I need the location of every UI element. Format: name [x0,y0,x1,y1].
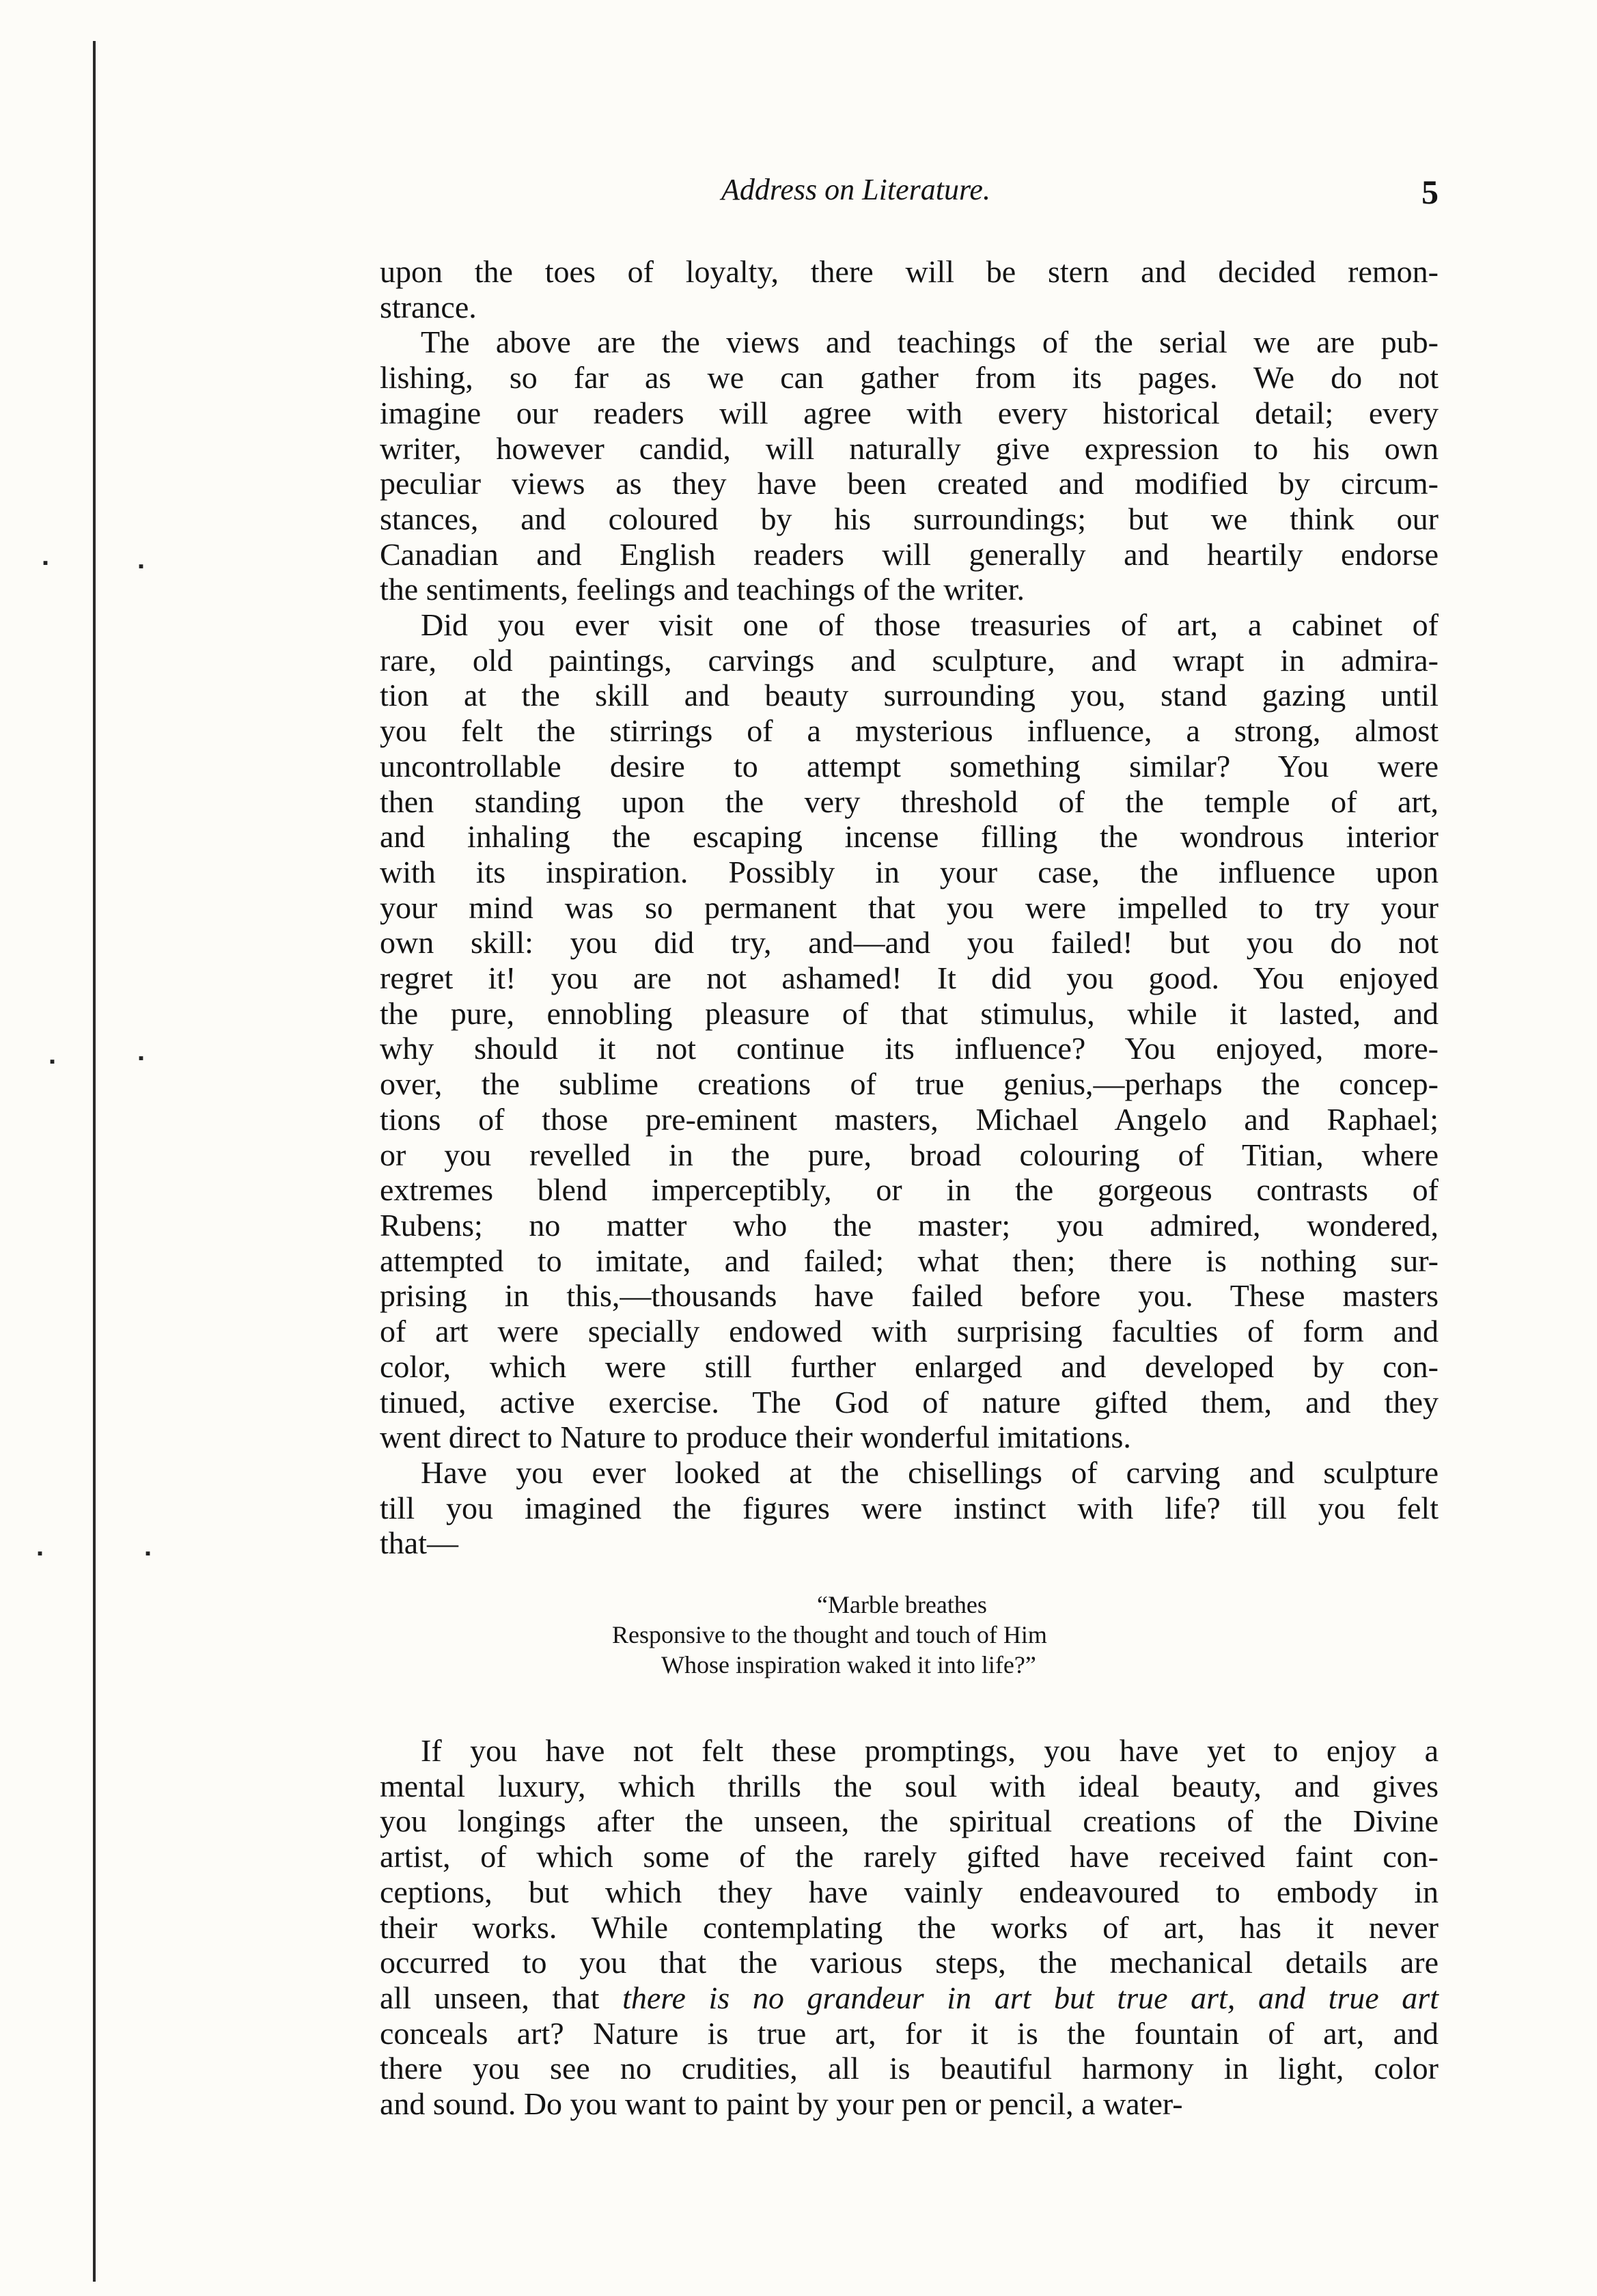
poem-line: “Marble breathes [817,1591,987,1619]
text-line: strance. [380,289,477,324]
text-line: that— [380,1525,458,1561]
paragraph [380,607,1439,1455]
text-line: regret it! you are not ashamed! It did you good. You enjoyed [380,960,1439,996]
poem-line: Whose inspiration waked it into life?” [661,1651,1036,1679]
text-line: tions of those pre-eminent masters, Michael Angelo and Raphael; [380,1101,1439,1137]
text-line: tion at the skill and beauty surrounding you, stand gazing until [380,678,1439,713]
margin-mark: ᐧ [41,547,49,581]
margin-mark: ᐧ [137,1042,145,1076]
text-line: you felt the stirrings of a mysterious influence, a strong, almost [380,713,1439,749]
page-edge-rule [93,41,96,2282]
text-line: lishing, so far as we can gather from its pages. We do not [380,360,1439,396]
poem-line: Responsive to the thought and touch of Him [612,1621,1047,1649]
text-line: If you have not felt these promptings, you have yet to enjoy a [421,1733,1439,1769]
text-line: stances, and coloured by his surroundings; but we think our [380,501,1439,536]
text-line: then standing upon the very threshold of the temple of art, [380,784,1439,819]
text-line: why should it not continue its influence? You enjoyed, more- [380,1031,1439,1066]
running-title: Address on Literature. [721,173,990,206]
paragraph [380,324,1439,607]
text-line: all unseen, that there is no grandeur in art but true art, and true art [380,1980,1439,2015]
text-line: and sound. Do you want to paint by your pen or pencil, a water- [380,2086,1183,2122]
text-line: Canadian and English readers will generally and heartily endorse [380,536,1439,572]
text-line: of art were specially endowed with surprising faculties of form and [380,1314,1439,1349]
text-line: conceals art? Nature is true art, for it is the fountain of art, and [380,2015,1439,2051]
text-line: the sentiments, feelings and teachings of the writer. [380,572,1025,607]
text-line: your mind was so permanent that you were impelled to try your [380,889,1439,925]
closing-paragraph [380,1733,1439,2122]
text-line: own skill: you did try, and—and you failed! but you do not [380,925,1439,960]
text-line: the pure, ennobling pleasure of that stimulus, while it lasted, and [380,995,1439,1031]
text-line: artist, of which some of the rarely gifted have received faint con- [380,1839,1439,1875]
margin-mark: ᐧ [143,1538,152,1571]
margin-mark: ᐧ [36,1538,44,1571]
page-header [380,172,1439,221]
text-line: uncontrollable desire to attempt something similar? You were [380,748,1439,784]
text-line: went direct to Nature to produce their wonderful imitations. [380,1420,1131,1455]
text-line: attempted to imitate, and failed; what then; there is nothing sur- [380,1243,1439,1278]
body-text [380,254,1439,2122]
margin-mark: ᐧ [137,551,145,584]
text-line: peculiar views as they have been created and modified by circum- [380,466,1439,501]
text-line: over, the sublime creations of true genius,—perhaps the concep- [380,1066,1439,1102]
text-line: and inhaling the escaping incense filling the wondrous interior [380,819,1439,855]
text-line: writer, however candid, will naturally give expression to his own [380,430,1439,466]
text-line: ceptions, but which they have vainly endeavoured to embody in [380,1874,1439,1909]
text-line: till you imagined the figures were instinct with life? till you felt [380,1490,1439,1525]
text-line: Rubens; no matter who the master; you admired, wondered, [380,1207,1439,1243]
text-line: their works. While contemplating the works of art, has it never [380,1909,1439,1945]
text-line: tinued, active exercise. The God of nature gifted them, and they [380,1384,1439,1420]
text-line: with its inspiration. Possibly in your case, the influence upon [380,854,1439,889]
text-line: The above are the views and teachings of the serial we are pub- [421,324,1439,360]
text-line: mental luxury, which thrills the soul with ideal beauty, and gives [380,1768,1439,1803]
text-line: rare, old paintings, carvings and sculpture, and wrapt in admira- [380,642,1439,678]
text-line: or you revelled in the pure, broad colouring of Titian, where [380,1137,1439,1172]
text-line: color, which were still further enlarged and developed by con- [380,1348,1439,1384]
text-line: prising in this,—thousands have failed before you. These masters [380,1278,1439,1314]
italic-phrase: there is no grandeur in art but true art, and true art [622,1980,1439,2015]
margin-mark: ᐧ [48,1046,56,1079]
text-line: imagine our readers will agree with every historical detail; every [380,395,1439,430]
text-line: you longings after the unseen, the spiritual creations of the Divine [380,1803,1439,1839]
text-line: Have you ever looked at the chisellings of carving and sculpture [421,1454,1439,1490]
text-line: Did you ever visit one of those treasuries of art, a cabinet of [421,607,1439,643]
page-number: 5 [1421,173,1439,211]
poem-quote [612,1590,1439,1680]
text-line: there you see no crudities, all is beautiful harmony in light, color [380,2051,1439,2086]
text-line: extremes blend imperceptibly, or in the gorgeous contrasts of [380,1172,1439,1208]
paragraph [380,1455,1439,1561]
paragraph [380,254,1439,324]
text-line: occurred to you that the various steps, the mechanical details are [380,1945,1439,1980]
text-line: upon the toes of loyalty, there will be stern and decided remon- [380,254,1439,289]
paragraphs [380,254,1439,1561]
